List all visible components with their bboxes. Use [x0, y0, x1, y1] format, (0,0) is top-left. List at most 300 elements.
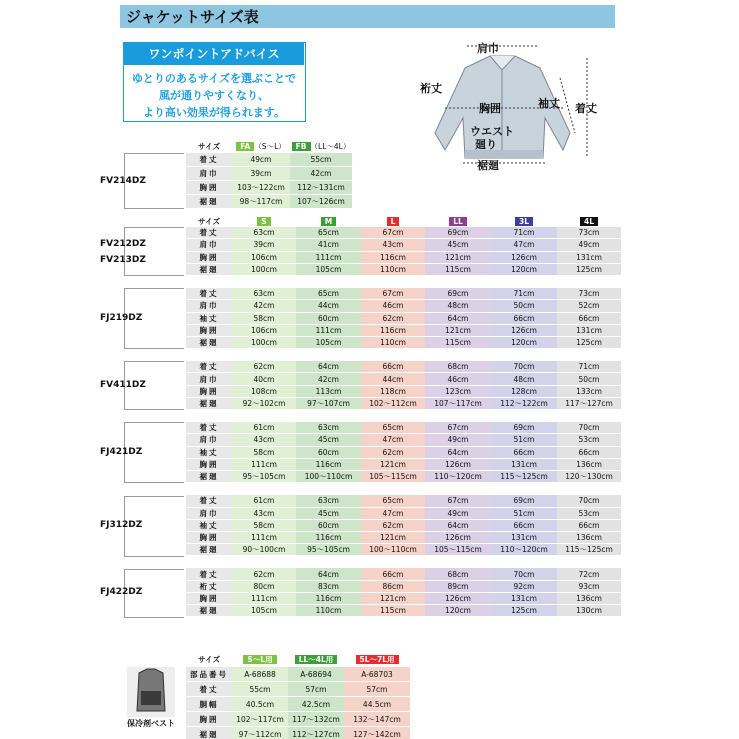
table-cell: 131cm: [491, 532, 557, 544]
table-cell: 100cm: [232, 337, 296, 349]
table-cell: 73cm: [557, 227, 621, 239]
table-cell: 102〜117cm: [232, 712, 288, 727]
table-cell: 66cm: [491, 520, 557, 532]
spacer: [186, 349, 232, 361]
table-cell: 110cm: [361, 264, 425, 276]
table-cell: 105〜115cm: [361, 471, 425, 483]
size-badge: M: [321, 217, 336, 226]
spacer: [186, 483, 232, 495]
table-cell: 39cm: [232, 167, 290, 181]
table-cell: 58cm: [232, 520, 296, 532]
table-cell: 71cm: [491, 227, 557, 239]
model-bracket: [124, 227, 184, 276]
table-cell: 105〜115cm: [425, 544, 491, 556]
table-cell: 70cm: [557, 422, 621, 434]
row-label: 着丈: [186, 568, 232, 580]
spacer: [425, 276, 491, 288]
table-cell: 65cm: [361, 422, 425, 434]
size-table-vest: [186, 652, 410, 739]
row-label: 胸囲: [186, 712, 232, 727]
table-cell: 61cm: [232, 422, 296, 434]
vest-size-header: [232, 652, 288, 667]
label-yuki: 裄丈: [420, 82, 442, 95]
table-cell: 110cm: [296, 605, 361, 617]
row-label: 胸囲: [186, 252, 232, 264]
row-label: 裾廻: [186, 727, 232, 739]
table-cell: 116cm: [296, 532, 361, 544]
table-cell: 92〜102cm: [232, 398, 296, 410]
table-cell: 111cm: [296, 252, 361, 264]
table-cell: 98〜117cm: [232, 195, 290, 209]
table-cell: 67cm: [425, 422, 491, 434]
table-cell: 65cm: [296, 288, 361, 300]
table-cell: 115〜125cm: [557, 544, 621, 556]
table-cell: 105cm: [296, 264, 361, 276]
table-cell: 100cm: [232, 264, 296, 276]
row-label: 胴幅: [186, 697, 232, 712]
table-cell: 39cm: [232, 239, 296, 251]
table-cell: 117〜127cm: [557, 398, 621, 410]
spacer: [186, 556, 232, 568]
size-badge: L: [387, 217, 400, 226]
table-cell: 110〜120cm: [425, 471, 491, 483]
size-badge: LL〜4L用: [295, 655, 338, 664]
table-cell: 49cm: [557, 239, 621, 251]
table-cell: 55cm: [232, 682, 288, 697]
label-kitake: 着丈: [575, 102, 597, 115]
table-cell: 40.5cm: [232, 697, 288, 712]
table-cell: 126cm: [425, 532, 491, 544]
table-cell: 136cm: [557, 593, 621, 605]
table-cell: 57cm: [344, 682, 410, 697]
table-cell: 68cm: [425, 568, 491, 580]
size-badge: 3L: [515, 217, 533, 226]
table-cell: 42.5cm: [288, 697, 344, 712]
spacer: [186, 410, 232, 422]
label-mune: 胸囲: [479, 102, 501, 115]
model-name: FJ219DZ: [100, 312, 143, 323]
table-cell: 126cm: [425, 459, 491, 471]
table-cell: 73cm: [557, 288, 621, 300]
model-name: FJ422DZ: [100, 587, 143, 598]
model-name: FV214DZ: [100, 176, 146, 186]
spacer: [557, 410, 621, 422]
table-cell: 136cm: [557, 532, 621, 544]
table-cell: 57cm: [288, 682, 344, 697]
table-cell: 107〜117cm: [425, 398, 491, 410]
table-cell: 42cm: [290, 167, 352, 181]
table-cell: 60cm: [296, 313, 361, 325]
table-cell: 47cm: [361, 434, 425, 446]
table-cell: 66cm: [491, 447, 557, 459]
table-cell: 83cm: [296, 581, 361, 593]
vest-size-header: [288, 652, 344, 667]
table-cell: 120cm: [491, 264, 557, 276]
table-cell: 112〜122cm: [491, 398, 557, 410]
advice-line-1: ゆとりのあるサイズを選ぶことで: [131, 72, 297, 85]
advice-line-2: 風が通りやすくなり、: [159, 89, 269, 102]
table-cell: 95〜105cm: [296, 544, 361, 556]
spacer: [296, 483, 361, 495]
table-cell: 92cm: [491, 581, 557, 593]
table-cell: 126cm: [425, 593, 491, 605]
table-cell: 45cm: [425, 239, 491, 251]
spacer: [296, 276, 361, 288]
table-cell: 93cm: [557, 581, 621, 593]
size-fb-range: （LL〜4L）: [310, 141, 351, 151]
table-cell: 105cm: [296, 337, 361, 349]
page-title: ジャケットサイズ表: [126, 8, 259, 26]
size-badge: S〜L用: [243, 655, 276, 664]
spacer: [361, 349, 425, 361]
row-label: 裾廻: [186, 195, 232, 209]
table-cell: 117〜132cm: [288, 712, 344, 727]
model-name: FJ312DZ: [100, 520, 143, 531]
table-cell: 44cm: [361, 373, 425, 385]
table-cell: 64cm: [296, 361, 361, 373]
table-cell: 47cm: [491, 239, 557, 251]
table-cell: 97〜112cm: [232, 727, 288, 739]
label-sode: 袖丈: [538, 97, 560, 110]
size-header-l: [361, 215, 425, 227]
size-header: サイズ: [198, 141, 220, 151]
table-cell: 69cm: [425, 227, 491, 239]
table-cell: 116cm: [296, 459, 361, 471]
row-label: 肩巾: [186, 300, 232, 312]
table-cell: 40cm: [232, 373, 296, 385]
table-cell: 115cm: [425, 264, 491, 276]
table-cell: A-68694: [288, 667, 344, 682]
row-label: 裾廻: [186, 471, 232, 483]
table-cell: 44.5cm: [344, 697, 410, 712]
size-badge: 5L〜7L用: [356, 655, 399, 664]
advice-title: ワンポイントアドバイス: [124, 43, 304, 65]
model-name: FV411DZ: [100, 379, 146, 390]
table-cell: 49cm: [425, 508, 491, 520]
table-cell: 60cm: [296, 520, 361, 532]
size-badge: LL: [449, 217, 467, 226]
row-label: 着丈: [186, 422, 232, 434]
table-cell: 132〜147cm: [344, 712, 410, 727]
table-cell: 65cm: [361, 495, 425, 507]
size-header: サイズ: [198, 216, 220, 226]
vest-image: [127, 667, 175, 717]
row-label: 肩巾: [186, 373, 232, 385]
spacer: [296, 556, 361, 568]
table-cell: 115〜125cm: [491, 471, 557, 483]
table-cell: 120cm: [491, 337, 557, 349]
spacer: [491, 349, 557, 361]
table-cell: 70cm: [557, 495, 621, 507]
table-cell: 52cm: [557, 300, 621, 312]
table-cell: 44cm: [296, 300, 361, 312]
table-cell: 63cm: [232, 288, 296, 300]
spacer: [186, 276, 232, 288]
table-cell: 120〜130cm: [557, 471, 621, 483]
table-cell: 111cm: [232, 593, 296, 605]
spacer: [232, 410, 296, 422]
table-cell: 118cm: [361, 386, 425, 398]
row-label: 袖丈: [186, 447, 232, 459]
spacer: [557, 483, 621, 495]
size-table-fv214dz: [186, 139, 352, 209]
row-label: 裾廻: [186, 544, 232, 556]
table-cell: 48cm: [491, 373, 557, 385]
table-cell: A-68703: [344, 667, 410, 682]
table-cell: 66cm: [557, 447, 621, 459]
row-label: 胸囲: [186, 386, 232, 398]
spacer: [361, 276, 425, 288]
spacer: [232, 556, 296, 568]
table-cell: 43cm: [361, 239, 425, 251]
size-header-m: [296, 215, 361, 227]
row-label: 部品番号: [186, 667, 232, 682]
advice-box: [123, 42, 306, 122]
table-cell: 42cm: [296, 373, 361, 385]
row-label: 胸囲: [186, 532, 232, 544]
spacer: [557, 349, 621, 361]
table-cell: 125cm: [557, 337, 621, 349]
row-label: 裾廻: [186, 337, 232, 349]
table-cell: 112〜127cm: [288, 727, 344, 739]
table-cell: 121cm: [425, 252, 491, 264]
table-cell: 103〜122cm: [232, 181, 290, 195]
table-cell: 136cm: [557, 459, 621, 471]
table-cell: 110cm: [361, 337, 425, 349]
table-cell: 110〜120cm: [491, 544, 557, 556]
table-cell: 64cm: [296, 568, 361, 580]
table-cell: 97〜107cm: [296, 398, 361, 410]
table-cell: 62cm: [232, 568, 296, 580]
table-cell: 46cm: [425, 373, 491, 385]
size-header-4l: [557, 215, 621, 227]
spacer: [425, 556, 491, 568]
table-cell: 116cm: [296, 593, 361, 605]
model-name: FV212DZ: [100, 238, 146, 249]
spacer: [425, 349, 491, 361]
table-cell: 58cm: [232, 447, 296, 459]
table-cell: 53cm: [557, 508, 621, 520]
row-label: 胸囲: [186, 459, 232, 471]
table-cell: 111cm: [232, 532, 296, 544]
row-label: 裾廻: [186, 398, 232, 410]
row-label: 肩巾: [186, 434, 232, 446]
table-cell: 60cm: [296, 447, 361, 459]
size-fa-range: （S〜L）: [254, 141, 286, 151]
table-cell: 115cm: [425, 337, 491, 349]
table-cell: 64cm: [425, 313, 491, 325]
row-label: 肩巾: [186, 239, 232, 251]
row-label: 胸囲: [186, 593, 232, 605]
table-cell: 112〜131cm: [290, 181, 352, 195]
table-cell: 111cm: [232, 459, 296, 471]
size-fa-badge: FA: [236, 142, 254, 151]
table-cell: 45cm: [296, 508, 361, 520]
spacer: [491, 410, 557, 422]
table-cell: 116cm: [361, 325, 425, 337]
table-cell: 62cm: [232, 361, 296, 373]
label-waist-2: 廻り: [475, 138, 497, 151]
row-label: 着丈: [186, 288, 232, 300]
table-cell: 62cm: [361, 520, 425, 532]
spacer: [557, 276, 621, 288]
table-cell: 121cm: [361, 459, 425, 471]
table-cell: A-68688: [232, 667, 288, 682]
table-cell: 121cm: [425, 325, 491, 337]
size-badge: S: [257, 217, 270, 226]
table-cell: 65cm: [296, 227, 361, 239]
row-label: 着丈: [186, 153, 232, 167]
table-cell: 95〜105cm: [232, 471, 296, 483]
row-label: 胸囲: [186, 325, 232, 337]
spacer: [361, 483, 425, 495]
table-cell: 64cm: [425, 520, 491, 532]
label-waist: ウエスト: [470, 125, 514, 138]
table-cell: 113cm: [296, 386, 361, 398]
table-cell: 67cm: [425, 495, 491, 507]
table-cell: 86cm: [361, 581, 425, 593]
table-cell: 71cm: [491, 288, 557, 300]
spacer: [232, 276, 296, 288]
spacer: [232, 349, 296, 361]
table-cell: 41cm: [296, 239, 361, 251]
size-fb-badge: FB: [292, 142, 311, 151]
table-cell: 121cm: [361, 532, 425, 544]
row-label: 裄丈: [186, 581, 232, 593]
table-cell: 131cm: [557, 252, 621, 264]
table-cell: 63cm: [296, 495, 361, 507]
table-cell: 106cm: [232, 252, 296, 264]
size-header: サイズ: [198, 655, 220, 664]
table-cell: 51cm: [491, 434, 557, 446]
spacer: [296, 410, 361, 422]
table-cell: 107〜126cm: [290, 195, 352, 209]
row-label: 肩巾: [186, 167, 232, 181]
table-cell: 100〜110cm: [361, 544, 425, 556]
table-cell: 102〜112cm: [361, 398, 425, 410]
table-cell: 105cm: [232, 605, 296, 617]
spacer: [361, 410, 425, 422]
table-cell: 45cm: [296, 434, 361, 446]
table-cell: 46cm: [361, 300, 425, 312]
table-cell: 51cm: [491, 508, 557, 520]
row-label: 裾廻: [186, 605, 232, 617]
table-cell: 66cm: [361, 361, 425, 373]
table-cell: 100〜110cm: [296, 471, 361, 483]
size-header-s: [232, 215, 296, 227]
table-cell: 131cm: [491, 593, 557, 605]
table-cell: 61cm: [232, 495, 296, 507]
table-cell: 116cm: [361, 252, 425, 264]
table-cell: 64cm: [425, 447, 491, 459]
table-cell: 106cm: [232, 325, 296, 337]
table-cell: 48cm: [425, 300, 491, 312]
spacer: [361, 556, 425, 568]
table-cell: 89cm: [425, 581, 491, 593]
table-cell: 69cm: [425, 288, 491, 300]
table-cell: 55cm: [290, 153, 352, 167]
table-cell: 50cm: [557, 373, 621, 385]
model-name: FV213DZ: [100, 254, 146, 265]
table-cell: 49cm: [425, 434, 491, 446]
table-cell: 128cm: [491, 386, 557, 398]
table-cell: 127〜142cm: [344, 727, 410, 739]
table-cell: 130cm: [557, 605, 621, 617]
row-label: 裾廻: [186, 264, 232, 276]
table-cell: 72cm: [557, 568, 621, 580]
row-label: 胸囲: [186, 181, 232, 195]
table-cell: 70cm: [491, 361, 557, 373]
table-cell: 62cm: [361, 313, 425, 325]
table-cell: 63cm: [296, 422, 361, 434]
table-cell: 131cm: [491, 459, 557, 471]
size-fb: [290, 139, 352, 153]
spacer: [491, 276, 557, 288]
advice-line-3: より高い効果が得られます。: [142, 106, 286, 119]
table-cell: 123cm: [425, 386, 491, 398]
jacket-diagram: [395, 38, 610, 173]
table-cell: 67cm: [361, 288, 425, 300]
table-cell: 43cm: [232, 434, 296, 446]
spacer: [557, 556, 621, 568]
table-cell: 66cm: [361, 568, 425, 580]
row-label: 袖丈: [186, 313, 232, 325]
label-suso: 裾廻: [477, 159, 499, 172]
table-cell: 50cm: [491, 300, 557, 312]
table-cell: 62cm: [361, 447, 425, 459]
table-cell: 71cm: [557, 361, 621, 373]
table-cell: 120cm: [425, 605, 491, 617]
table-cell: 49cm: [232, 153, 290, 167]
label-kata: 肩巾: [477, 42, 499, 55]
table-cell: 69cm: [491, 495, 557, 507]
title-bar: [120, 5, 615, 28]
spacer: [296, 349, 361, 361]
size-fa: [232, 139, 290, 153]
row-label: 着丈: [186, 682, 232, 697]
table-cell: 63cm: [232, 227, 296, 239]
table-cell: 115cm: [361, 605, 425, 617]
size-header-3l: [491, 215, 557, 227]
table-cell: 131cm: [557, 325, 621, 337]
vest-size-header: [344, 652, 410, 667]
table-cell: 108cm: [232, 386, 296, 398]
table-cell: 126cm: [491, 325, 557, 337]
table-cell: 125cm: [491, 605, 557, 617]
spacer: [232, 483, 296, 495]
table-cell: 66cm: [557, 520, 621, 532]
size-header-ll: [425, 215, 491, 227]
table-cell: 121cm: [361, 593, 425, 605]
spacer: [491, 556, 557, 568]
table-cell: 69cm: [491, 422, 557, 434]
table-cell: 125cm: [557, 264, 621, 276]
table-cell: 80cm: [232, 581, 296, 593]
table-cell: 68cm: [425, 361, 491, 373]
table-cell: 66cm: [491, 313, 557, 325]
table-cell: 42cm: [232, 300, 296, 312]
size-badge: 4L: [580, 217, 598, 226]
table-cell: 47cm: [361, 508, 425, 520]
table-cell: 126cm: [491, 252, 557, 264]
row-label: 着丈: [186, 361, 232, 373]
row-label: 着丈: [186, 227, 232, 239]
table-cell: 58cm: [232, 313, 296, 325]
vest-name: 保冷剤ベスト: [127, 719, 175, 728]
table-cell: 66cm: [557, 313, 621, 325]
row-label: 肩巾: [186, 508, 232, 520]
spacer: [491, 483, 557, 495]
